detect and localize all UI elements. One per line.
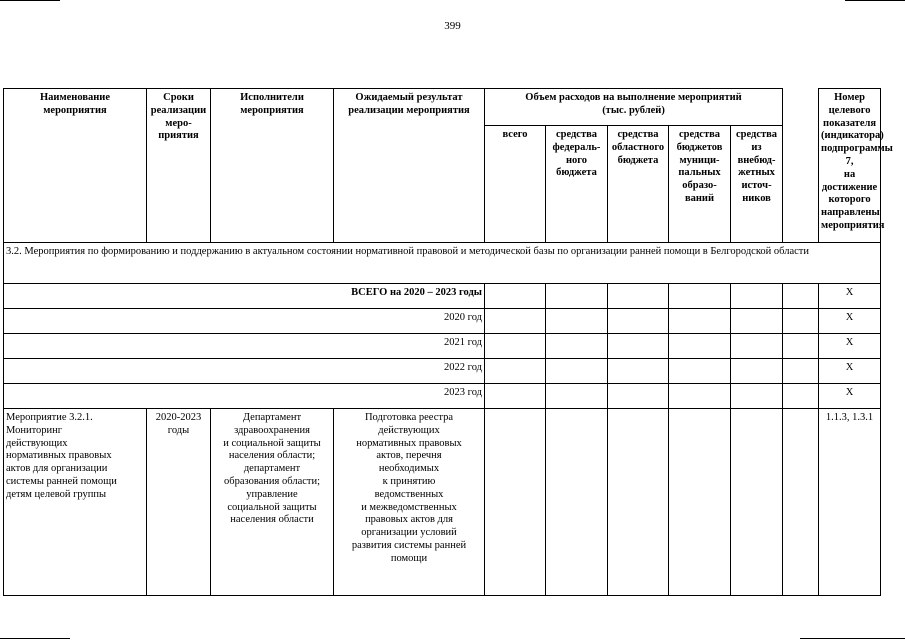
year-cell [608,359,669,384]
header-sub-other: средства из внебюд- жетных источ- ников [731,126,783,243]
year-cell [783,334,819,359]
header-indicator: Номер целевого показателя (индикатора) подпрограммы 7, на достижение которого направлены мероприятия [819,89,881,243]
year-cell [783,309,819,334]
activities-table [3,88,893,596]
total-cell-other [731,284,783,309]
total-cell-municipal [669,284,731,309]
year-cell [485,359,546,384]
year-cell [731,384,783,409]
activity-cell [783,409,819,596]
total-indicator: Х [819,284,881,309]
year-cell [731,334,783,359]
header-row-1 [4,89,881,126]
year-label: 2023 год [4,384,485,409]
year-indicator: Х [819,359,881,384]
year-indicator: Х [819,384,881,409]
year-row [4,309,881,334]
scan-line-bottom-right [800,638,905,639]
activity-cell [608,409,669,596]
section-row [4,243,881,284]
year-cell [731,359,783,384]
header-result: Ожидаемый результат реализации мероприятия [334,89,485,243]
header-sub-total: всего [485,126,546,243]
header-expenses: Объем расходов на выполнение мероприятий (тыс. рублей) [485,89,783,126]
year-cell [608,309,669,334]
activity-result: Подготовка реестра действующих нормативных правовых актов, перечня необходимых к принятию ведомственных и межведомственных правовых актов для организации условий развития системы ранней помощи [334,409,485,596]
total-cell-all [485,284,546,309]
activity-name: Мероприятие 3.2.1. Мониторинг действующих нормативных правовых актов для организации системы ранней помощи детям целевой группы [4,409,147,596]
year-cell [546,334,608,359]
year-cell [485,334,546,359]
year-row [4,384,881,409]
year-label: 2021 год [4,334,485,359]
year-cell [546,384,608,409]
year-cell [608,334,669,359]
activity-terms: 2020-2023 годы [147,409,211,596]
header-sub-municipal: средства бюджетов муници- пальных образо- ваний [669,126,731,243]
year-label: 2022 год [4,359,485,384]
activity-indicator: 1.1.3, 1.3.1 [819,409,881,596]
scan-line-top-left [0,0,60,1]
total-label: ВСЕГО на 2020 – 2023 годы [4,284,485,309]
scan-line-bottom-left [0,638,70,639]
year-cell [485,309,546,334]
year-cell [669,384,731,409]
year-indicator: Х [819,309,881,334]
header-executors: Исполнители мероприятия [211,89,334,243]
activity-cell [485,409,546,596]
activity-cell [669,409,731,596]
year-row [4,334,881,359]
header-name: Наименование мероприятия [4,89,147,243]
total-cell-regional [608,284,669,309]
year-row [4,359,881,384]
activity-cell [731,409,783,596]
year-cell [783,384,819,409]
year-cell [546,309,608,334]
total-row [4,284,881,309]
year-cell [669,359,731,384]
header-terms: Сроки реализации меро- приятия [147,89,211,243]
page-number: 399 [444,20,461,32]
year-cell [608,384,669,409]
year-cell [669,309,731,334]
header-sub-federal: средства федераль- ного бюджета [546,126,608,243]
total-cell-gap [783,284,819,309]
year-cell [669,334,731,359]
header-sub-regional: средства областного бюджета [608,126,669,243]
year-cell [783,359,819,384]
section-title: 3.2. Мероприятия по формированию и поддержанию в актуальном состоянии нормативной правовой и методической базы по организации ранней помощи в Белгородской области [4,243,881,284]
activity-row [4,409,881,596]
activity-executors: Департамент здравоохранения и социальной защиты населения области; департамент образования области; управление социальной защиты населения области [211,409,334,596]
total-cell-federal [546,284,608,309]
year-cell [485,384,546,409]
year-cell [546,359,608,384]
year-label: 2020 год [4,309,485,334]
header-gap [783,89,819,126]
year-cell [731,309,783,334]
year-indicator: Х [819,334,881,359]
header-gap-2 [783,126,819,243]
scan-line-top-right [845,0,905,1]
activity-cell [546,409,608,596]
